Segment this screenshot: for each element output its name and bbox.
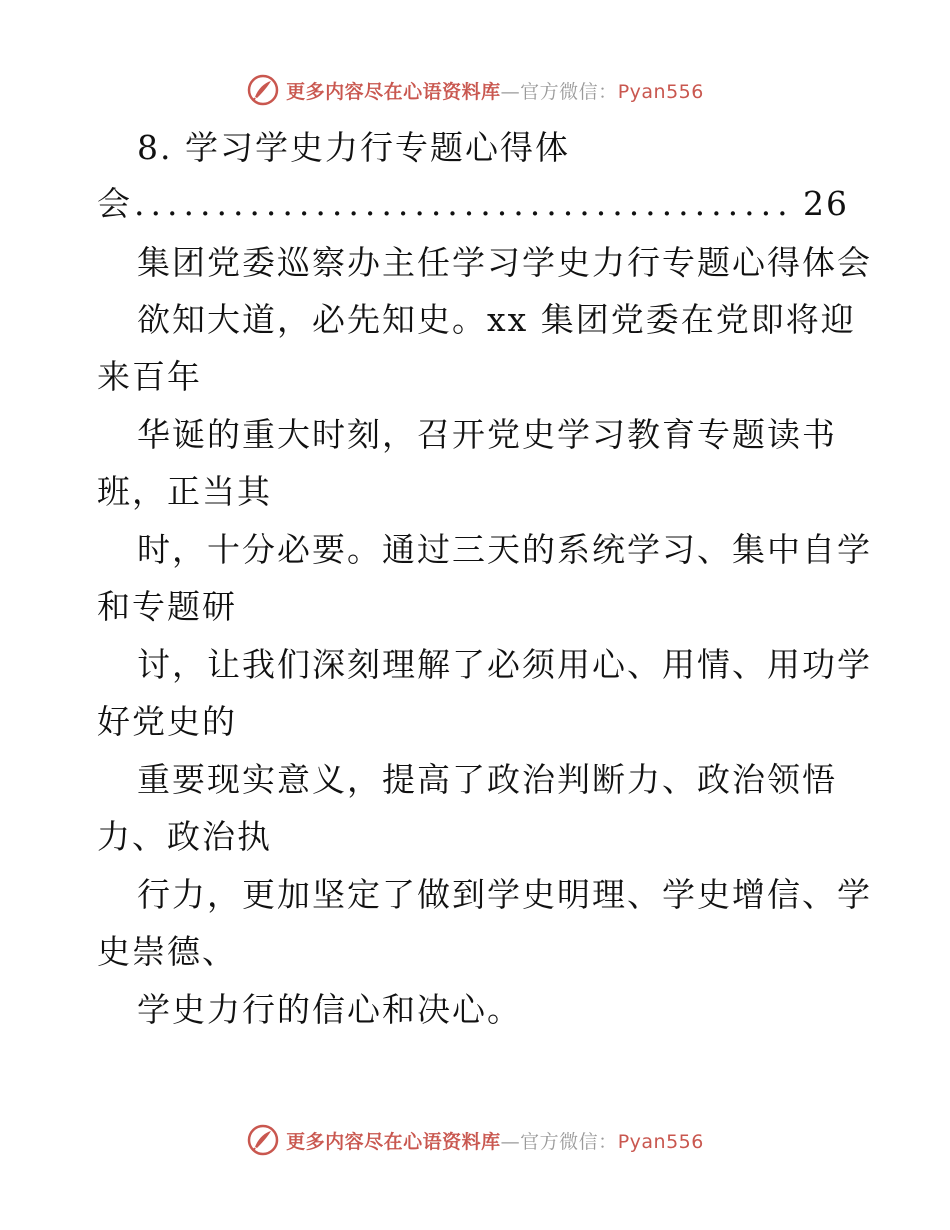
- heading-line: 集团党委巡察办主任学习学史力行专题心得体会: [137, 243, 872, 282]
- paragraph-line: 讨，让我们深刻理解了必须用心、用情、用功学: [137, 645, 872, 684]
- paragraph-line: 行力，更加坚定了做到学史明理、学史增信、学: [137, 875, 872, 914]
- paragraph-line: 重要现实意义，提高了政治判断力、政治领悟: [137, 760, 837, 799]
- banner-slogan: 更多内容尽在心语资料库: [286, 1130, 501, 1153]
- footer-banner: [0, 1120, 950, 1160]
- paragraph-line: 来百年: [97, 357, 202, 396]
- toc-page-number: 26: [803, 184, 849, 223]
- toc-entry-line: [97, 176, 849, 232]
- header-banner: [0, 70, 950, 110]
- paragraph-line: 好党史的: [97, 702, 237, 741]
- banner-text: [286, 1127, 704, 1154]
- banner-wechat-id: Pyan556: [617, 1130, 704, 1153]
- brush-pen-logo-icon: [246, 73, 280, 107]
- brush-pen-logo-icon: [246, 1123, 280, 1157]
- toc-entry-title: 8. 学习学史力行专题心得体: [137, 128, 570, 167]
- banner-wechat-label: 官方微信：: [520, 80, 618, 103]
- banner-dash: —: [500, 80, 521, 103]
- paragraph-line: 力、政治执: [97, 817, 272, 856]
- toc-leader-dots: ........................................: [134, 184, 794, 223]
- banner-wechat-label: 官方微信：: [520, 1130, 618, 1153]
- paragraph-line: 史崇德、: [97, 932, 237, 971]
- paragraph-line: 学史力行的信心和决心。: [137, 990, 522, 1029]
- paragraph-line: 华诞的重大时刻，召开党史学习教育专题读书: [137, 415, 837, 454]
- toc-entry-tail: 会: [97, 184, 130, 223]
- paragraph-line: 欲知大道，必先知史。xx 集团党委在党即将迎: [137, 300, 856, 339]
- paragraph-line: 班，正当其: [97, 472, 272, 511]
- paragraph-line: 和专题研: [97, 587, 237, 626]
- banner-dash: —: [500, 1130, 521, 1153]
- banner-wechat-id: Pyan556: [617, 80, 704, 103]
- banner-slogan: 更多内容尽在心语资料库: [286, 80, 501, 103]
- banner-text: [286, 77, 704, 104]
- paragraph-line: 时，十分必要。通过三天的系统学习、集中自学: [137, 530, 872, 569]
